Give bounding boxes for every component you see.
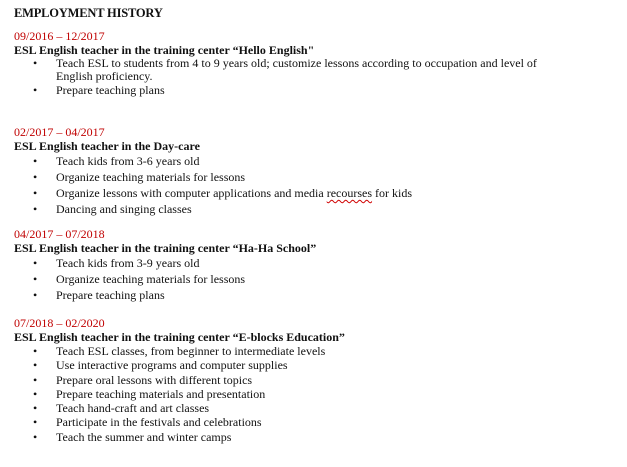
duty-text: Organize lessons with computer applications and media — [56, 186, 324, 200]
job-dates: 07/2018 – 02/2020 — [14, 316, 105, 330]
job-dates: 02/2017 – 04/2017 — [14, 125, 105, 139]
job-title: ESL English teacher in the training center “Hello English" — [14, 43, 315, 57]
bullet-icon: • — [33, 358, 38, 373]
duty-text: Use interactive programs and computer supplies — [56, 358, 288, 373]
job-dates: 04/2017 – 07/2018 — [14, 227, 105, 241]
job-title: ESL English teacher in the training center “Ha-Ha School” — [14, 241, 317, 255]
duty-item — [14, 153, 614, 169]
bullet-icon: • — [33, 256, 38, 270]
bullet-icon: • — [33, 344, 38, 358]
duty-text: Teach kids from 3-9 years old — [56, 256, 200, 270]
duty-text: Teach hand-craft and art classes — [56, 401, 210, 416]
job-entry — [14, 316, 614, 444]
duty-item — [14, 84, 614, 97]
bullet-icon: • — [33, 154, 38, 168]
job-title: ESL English teacher in the Day-care — [14, 139, 200, 153]
job-entry — [14, 125, 614, 217]
duty-item — [14, 57, 614, 83]
duty-text: Prepare teaching plans — [56, 83, 165, 97]
bullet-icon: • — [33, 386, 38, 401]
misspelled-word: recourses — [326, 186, 373, 200]
bullet-icon: • — [33, 186, 38, 200]
duty-text: Participate in the festivals and celebrations — [56, 415, 262, 430]
duty-text: Prepare oral lessons with different topics — [56, 372, 253, 387]
duty-text: for kids — [375, 186, 413, 200]
bullet-icon: • — [33, 372, 38, 387]
duty-text: Dancing and singing classes — [56, 202, 192, 216]
duty-text: Teach ESL to students from 4 to 9 years old; customize lessons according to occupation and level of English proficiency. — [56, 56, 537, 83]
duty-list — [14, 255, 614, 303]
duty-item — [14, 344, 614, 358]
duty-text: Prepare teaching materials and presentation — [56, 386, 266, 401]
duty-item — [14, 185, 614, 201]
duty-text: Organize teaching materials for lessons — [56, 170, 246, 184]
duty-item — [14, 201, 614, 217]
duty-item — [14, 169, 614, 185]
bullet-icon: • — [33, 83, 38, 97]
job-entry — [14, 29, 614, 98]
bullet-icon: • — [33, 56, 38, 70]
duty-item — [14, 387, 614, 401]
duty-item — [14, 415, 614, 429]
duty-item — [14, 358, 614, 372]
duty-item — [14, 271, 614, 287]
duty-item — [14, 255, 614, 271]
duty-text: Teach the summer and winter camps — [56, 429, 232, 444]
duty-item — [14, 373, 614, 387]
duty-text: Prepare teaching plans — [56, 288, 165, 302]
section-heading: EMPLOYMENT HISTORY — [14, 6, 163, 20]
bullet-icon: • — [33, 288, 38, 302]
bullet-icon: • — [33, 272, 38, 286]
bullet-icon: • — [33, 429, 38, 444]
bullet-icon: • — [33, 401, 38, 416]
duty-list — [14, 344, 614, 444]
duty-item — [14, 287, 614, 303]
job-dates: 09/2016 – 12/2017 — [14, 29, 105, 43]
bullet-icon: • — [33, 170, 38, 184]
bullet-icon: • — [33, 415, 38, 430]
job-entry — [14, 227, 614, 303]
duty-text: Teach ESL classes, from beginner to intermediate levels — [56, 344, 326, 358]
bullet-icon: • — [33, 202, 38, 216]
duty-text: Teach kids from 3-6 years old — [56, 154, 200, 168]
job-title: ESL English teacher in the training center “E-blocks Education” — [14, 330, 345, 344]
duty-item — [14, 430, 614, 444]
duty-item — [14, 401, 614, 415]
duty-list — [14, 57, 614, 97]
duty-list — [14, 153, 614, 217]
duty-text: Organize teaching materials for lessons — [56, 272, 246, 286]
